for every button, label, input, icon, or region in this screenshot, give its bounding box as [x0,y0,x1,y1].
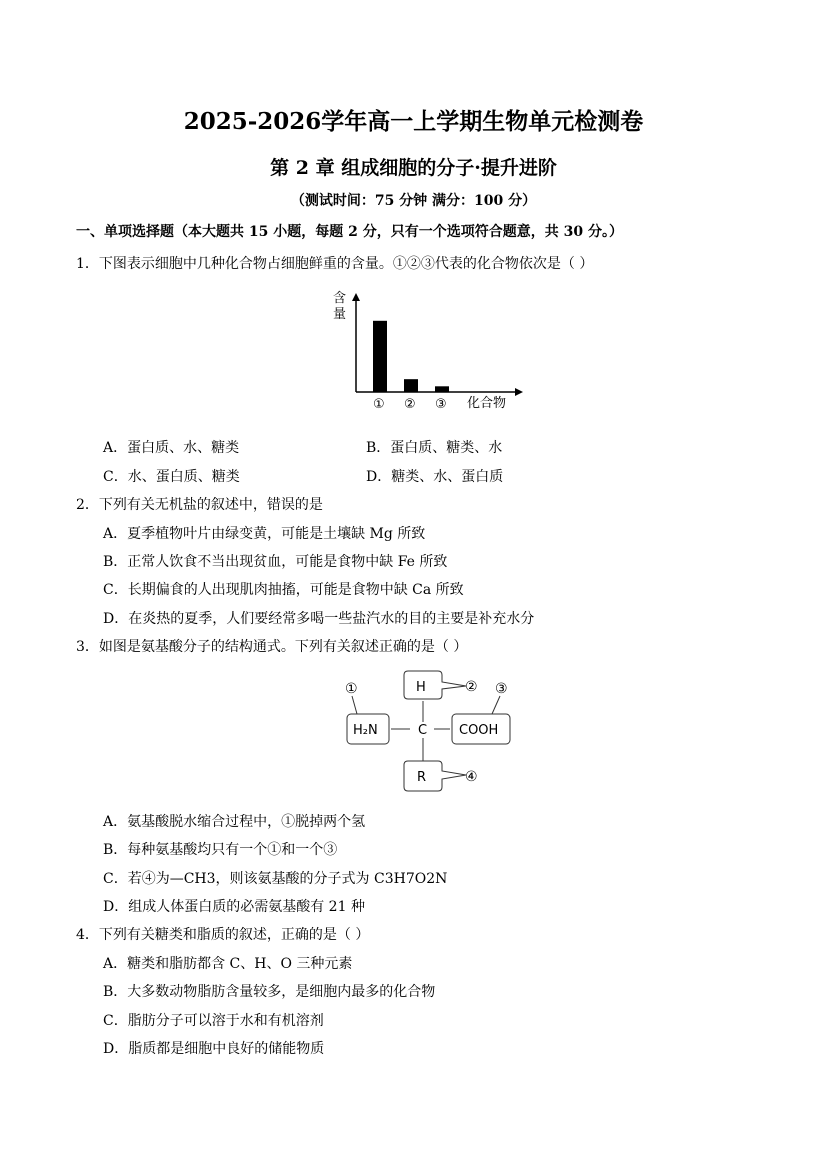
q1-option-d: D．糖类、水、蛋白质 [366,469,504,485]
question-1-stem: 1．下图表示细胞中几种化合物占细胞鲜重的含量。①②③代表的化合物依次是（ ） [76,256,594,272]
bar-2 [404,379,418,392]
question-2-stem: 2．下列有关无机盐的叙述中，错误的是 [76,497,323,513]
amino-acid-structure-diagram [338,664,520,796]
q2-option-b: B．正常人饮食不当出现贫血，可能是食物中缺 Fe 所致 [103,554,448,570]
q2-option-c: C．长期偏食的人出现肌肉抽搐，可能是食物中缺 Ca 所致 [103,582,464,598]
x-tick-label-1: ① [373,397,385,412]
r-box [404,761,466,791]
q1-option-c: C．水、蛋白质、糖类 [103,469,240,485]
q1-option-b: B．蛋白质、糖类、水 [366,440,503,456]
marker-4: ④ [465,769,478,785]
h-label: H [416,680,426,695]
page-title: 2025-2026学年高一上学期生物单元检测卷 [183,108,644,135]
question-3-stem: 3．如图是氨基酸分子的结构通式。下列有关叙述正确的是（ ） [76,639,468,655]
q3-option-b: B．每种氨基酸均只有一个①和一个③ [103,842,338,858]
q2-option-a: A．夏季植物叶片由绿变黄，可能是土壤缺 Mg 所致 [103,526,426,542]
q3-option-d: D．组成人体蛋白质的必需氨基酸有 21 种 [103,899,365,915]
q3-option-a: A．氨基酸脱水缩合过程中，①脱掉两个氢 [103,814,366,830]
x-axis-label: 化合物 [467,396,507,411]
chapter-subtitle: 第 2 章 组成细胞的分子·提升进阶 [270,157,557,179]
y-axis-label-char-1: 含 [333,291,347,306]
marker-3: ③ [495,681,508,697]
y-axis-label-char-2: 量 [333,307,347,322]
bar-1 [373,321,387,392]
question-4-stem: 4．下列有关糖类和脂质的叙述，正确的是（ ） [76,927,370,943]
q4-option-d: D．脂质都是细胞中良好的储能物质 [103,1041,325,1057]
alpha-carbon: C [418,723,428,738]
q1-option-a: A．蛋白质、水、糖类 [103,440,240,456]
marker-2: ② [465,679,478,695]
bar-3 [435,386,449,392]
exam-meta: （测试时间：75 分钟 满分：100 分） [290,193,537,209]
marker-3-pointer [492,696,500,714]
bar-chart [325,285,535,415]
marker-1: ① [345,681,358,697]
cooh-label: COOH [459,723,499,738]
q4-option-b: B．大多数动物脂肪含量较多，是细胞内最多的化合物 [103,984,436,1000]
x-tick-label-3: ③ [435,397,447,412]
r-group-label: R [417,770,427,785]
h2n-label: H₂N [353,723,378,738]
q4-option-c: C．脂肪分子可以溶于水和有机溶剂 [103,1013,324,1029]
section-heading: 一、单项选择题（本大题共 15 小题，每题 2 分，只有一个选项符合题意，共 30 分。） [76,224,623,240]
q4-option-a: A．糖类和脂肪都含 C、H、O 三种元素 [103,956,353,972]
h-box [404,671,466,699]
q3-option-c: C．若④为—CH3，则该氨基酸的分子式为 C3H7O2N [103,871,448,887]
marker-1-pointer [352,696,357,714]
q2-option-d: D．在炎热的夏季，人们要经常多喝一些盐汽水的目的主要是补充水分 [103,611,535,627]
x-tick-label-2: ② [404,397,416,412]
